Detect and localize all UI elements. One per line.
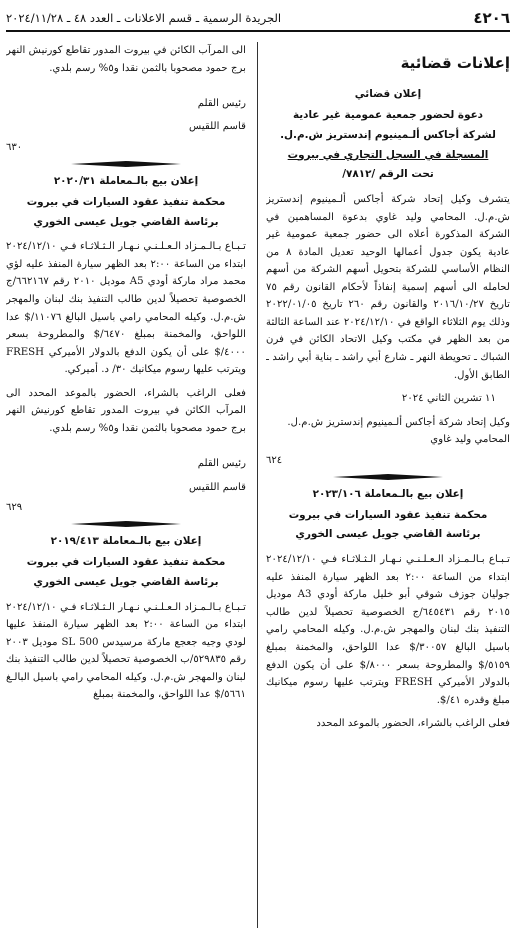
signature-title: رئيس القلم: [197, 458, 246, 470]
divider-ornament: [6, 521, 246, 527]
ad-court: محكمة تنفيذ عقود السيارات في بيروت: [26, 556, 226, 569]
header-title: الجريدة الرسمية ـ قسم الاعلانات ـ العدد ٤٨ ـ ٢٠٢٤/١١/٢٨: [6, 11, 282, 25]
ad-number: ٦٢٤: [266, 454, 283, 466]
ad-body: يتشرف وكيل إتحاد شركة أجاكس ألـمينيوم إندستريز ش.م.ل. المحامي وليد غاوي بدعوة المساهمين في الشركة المذكورة أعلاه الى حضور جمعية عمومية غير عادية يكون جدول أعمالها الوحيد تعديل المادة ٨ من النظام الأساسي للشركة بتحويل أسهم الشركة من أسهم لحامله الى أسهم إسمية إنفاذاً لأحكام القانون رقم ٧٥ تاريخ ٢٠١٦/١٠/٢٧ والقانون رقم ٢٦٠ تاريخ ٢٠٢٢/٠١/٠٥ وذلك يوم الثلاثاء الواقع في ٢٠٢٤/١٢/١٠ عند الساعة الثالثة من بعد الظهر في مكتب وكيل الاتحاد الكائن في فرن الشباك ـ تحويطة النهر ـ شارع أبي راشد ـ بناية أبي راشد ـ الطابق الأول.: [266, 194, 510, 381]
section-title: إعلانات قضائية: [400, 54, 510, 72]
ad-continuation: الى المرآب الكائن في بيروت المدور تقاطع كورنيش النهر برج حمود مصحوبا بالثمن نقدا و٥% رسم بلدي.: [6, 45, 246, 74]
ad-title: إعلان بيع بالـمعاملة ٢٠٢٠/٣١: [53, 174, 199, 187]
signature-title: رئيس القلم: [197, 98, 246, 110]
column-separator: [257, 42, 258, 928]
page-header: [6, 6, 510, 32]
ad-title-line: لشركة أجاكس ألـمينيوم إندستريز ش.م.ل.: [280, 128, 496, 141]
ad-title-line: المسجلة في السجل التجاري في بيروت: [287, 148, 489, 161]
ad-judge: برئاسة القاضي جويل عيسى الخوري: [33, 575, 219, 588]
ad-title-line: دعوة لحضور جمعية عمومية غير عادية: [292, 109, 484, 121]
ad-signature-name: المحامي وليد غاوي: [430, 434, 510, 446]
ad-date: ١١ تشرين الثاني ٢٠٢٤: [401, 393, 496, 405]
ad-title: إعلان بيع بالـمعاملة ٢٠٢٣/١٠٦: [312, 487, 464, 500]
signature-name: قاسم اللقيس: [188, 121, 246, 133]
ad-court: محكمة تنفيذ عقود السيارات في بيروت: [26, 195, 226, 208]
signature-name: قاسم اللقيس: [188, 481, 246, 493]
ad-body: تـبـاع بـالـمـزاد الـعـلـنـي نـهـار الـثـلاثـاء فـي ٢٠٢٤/١٢/١٠ ابتداء من الساعة ٢:٠٠ بعد الظهر سيارة المنفذ عليه جوليان جوزف شوقي أبو خليل ماركة أودي A3 موديل ٢٠١٥ رقم ٦٤٥٤٣١/ج الخصوصية تحصيلاً لدين طالب التنفيذ بنك لبنان والمهجر ش.م.ل. وكيله المحامي رامي باسيل البالغ ٣٠٠٥٧/$ عدا اللواحق، والمخمنة بمبلغ ٥١٥٩/$ والمطروحة بسعر ٨٠٠٠/$ على أن يكون الدفع بالدولار الأميركي FRESH ويترتب عليها رسوم ميكانيك مبلغ وقدره ٤١/$.: [266, 554, 510, 706]
page-number: ٤٢٠٦: [473, 9, 510, 27]
ad-tail: فعلى الراغب بالشراء، الحضور بالموعد المحدد: [316, 718, 510, 730]
ad-title-block: [266, 106, 510, 185]
ad-signature: وكيل إتحاد شركة أجاكس ألـمينيوم إندستريز ش.م.ل.: [287, 416, 510, 428]
ad-tail: فعلى الراغب بالشراء، الحضور بالموعد المحدد الى المرآب الكائن في بيروت المدور تقاطع كورنيش النهر برج حمود مصحوبا بالثمن نقدا و٥% رسم بلدي.: [6, 387, 246, 434]
divider-ornament: [6, 161, 246, 167]
ad-title-line: تحت الرقم /٧٨١٢/: [342, 168, 434, 181]
ad-number: ٦٣٠: [6, 141, 23, 153]
ad-body: تـبـاع بـالـمـزاد الـعـلـنـي نـهـار الـثـلاثـاء فـي ٢٠٢٤/١٢/١٠ ابتداء من الساعة ٢:٠٠ بعد الظهر سيارة المنفذ عليه لؤي محمد مراد ماركة أودي A5 موديل ٢٠١٠ رقم ٦٦٢١٦٧/ج الخصوصية تحصيلاً لدين طالب التنفيذ بنك لبنان والمهجر ش.م.ل. وكيله المحامي رامي باسيل البالغ ١١٠٧٦/$ عدا اللواحق، والمخمنة بمبلغ ٦٤٧٠/$ والمطروحة بسعر ٤٠٠٠/$ على أن يكون الدفع بالدولار الأميركي FRESH ويترتب عليها رسوم ميكانيك ٣٠/ د. أميركي.: [6, 241, 246, 376]
ad-kind: إعلان قضائي: [354, 88, 422, 100]
ad-body: تـبـاع بـالـمـزاد الـعـلـنـي نـهـار الـثـلاثـاء فـي ٢٠٢٤/١٢/١٠ ابتداء من الساعة ٢:٠٠ بعد الظهر سيارة المنفذ عليها لودي وجيه جعجع ماركة مرسيدس SL 500 موديل ٢٠٠٣ رقم ٥٢٩٨٣٥/ب الخصوصية تحصيلاً لدين طالب التنفيذ بنك لبنان والمهجر ش.م.ل. وكيله المحامي رامي باسيل البالـغ ٥٦٦١/$ عدا اللواحق، والمخمنة بمبلغ: [6, 601, 246, 701]
divider-ornament: [266, 474, 510, 480]
ad-judge: برئاسة القاضي جويل عيسى الخوري: [295, 528, 481, 541]
ad-judge: برئاسة القاضي جويل عيسى الخوري: [33, 215, 219, 228]
ad-title: إعلان بيع بالـمعاملة ٢٠١٩/٤١٣: [50, 535, 202, 548]
left-column: [6, 42, 246, 930]
ad-number: ٦٢٩: [6, 502, 23, 514]
ad-court: محكمة تنفيذ عقود السيارات في بيروت: [288, 508, 488, 521]
right-column: [266, 42, 510, 930]
